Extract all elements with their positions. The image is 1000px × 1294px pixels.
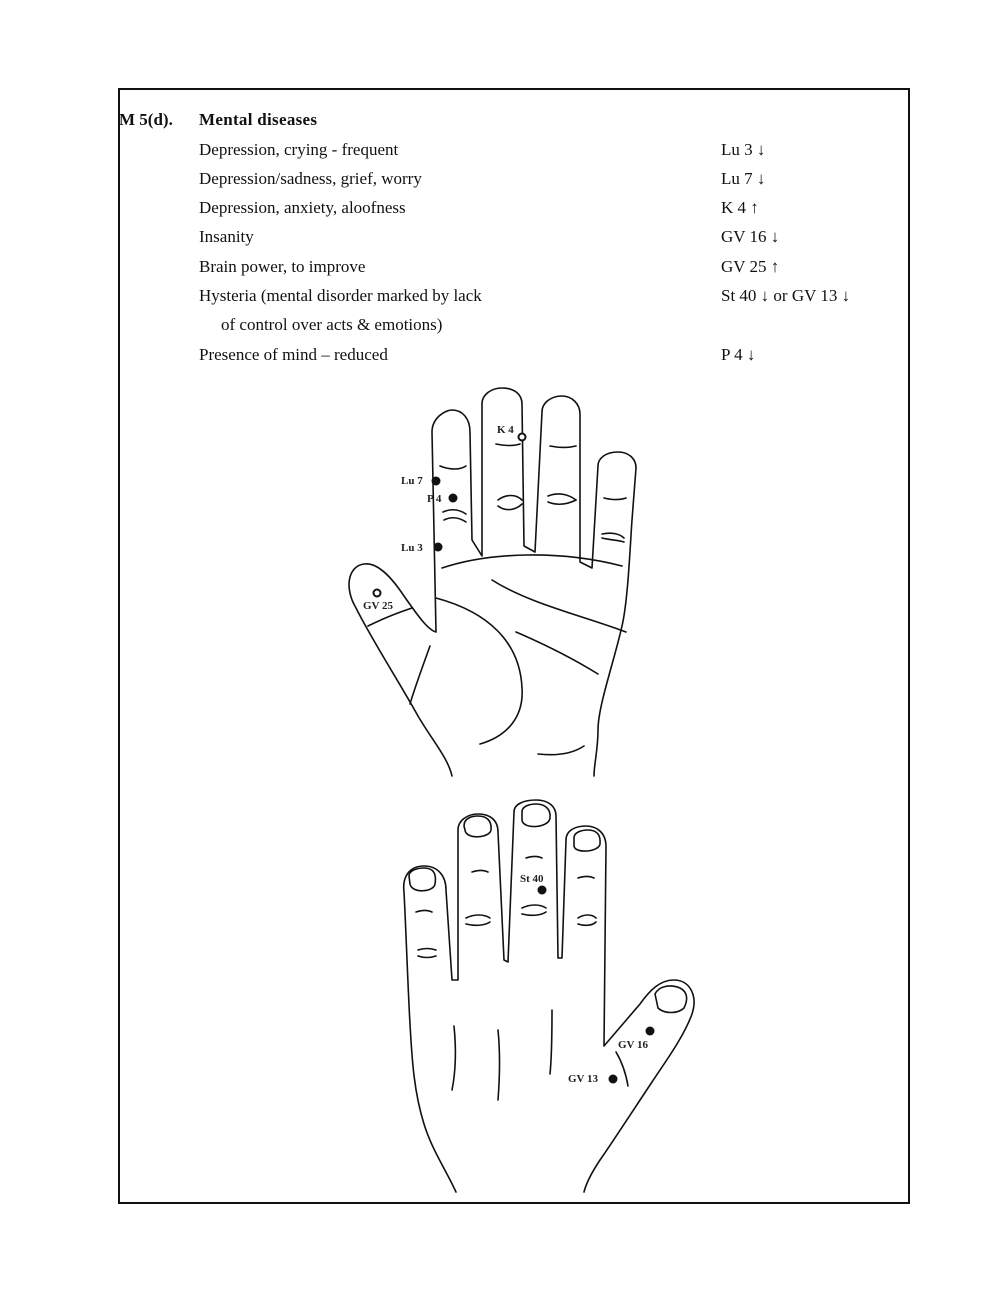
section-id: M 5(d). [119,110,173,129]
point-text: Lu 7 ↓ [721,169,766,188]
lu3-point-marker [434,543,443,552]
condition-text: Brain power, to improve [199,257,366,276]
back-hand-illustration [404,800,694,1192]
p4-label: P 4 [427,493,442,505]
point-text: K 4 ↑ [721,198,759,217]
point-text: St 40 ↓ or GV 13 ↓ [721,286,851,305]
condition-text: Hysteria (mental disorder marked by lack [199,286,482,305]
lu3-label: Lu 3 [401,542,423,554]
point-text: P 4 ↓ [721,345,756,364]
section-title: Mental diseases [199,110,318,129]
point-text: GV 16 ↓ [721,227,780,246]
k4-point-marker [519,434,526,441]
palm-illustration [349,388,636,776]
st40-point-marker [538,886,547,895]
gv13-label: GV 13 [568,1073,599,1085]
condition-text: Depression/sadness, grief, worry [199,169,422,188]
condition-continuation-text: of control over acts & emotions) [221,315,443,334]
gv25-point-marker [374,590,381,597]
gv16-label: GV 16 [618,1039,649,1051]
condition-text: Depression, anxiety, aloofness [199,198,406,217]
condition-text: Presence of mind – reduced [199,345,388,364]
gv25-label: GV 25 [363,600,394,612]
condition-text: Depression, crying - frequent [199,140,399,159]
lu7-label: Lu 7 [401,475,423,487]
point-text: GV 25 ↑ [721,257,780,276]
gv13-point-marker [609,1075,618,1084]
gv16-point-marker [646,1027,655,1036]
condition-text: Insanity [199,227,254,246]
st40-label: St 40 [520,873,544,885]
k4-label: K 4 [497,424,514,436]
lu7-point-marker [432,477,441,486]
p4-point-marker [449,494,458,503]
point-text: Lu 3 ↓ [721,140,766,159]
